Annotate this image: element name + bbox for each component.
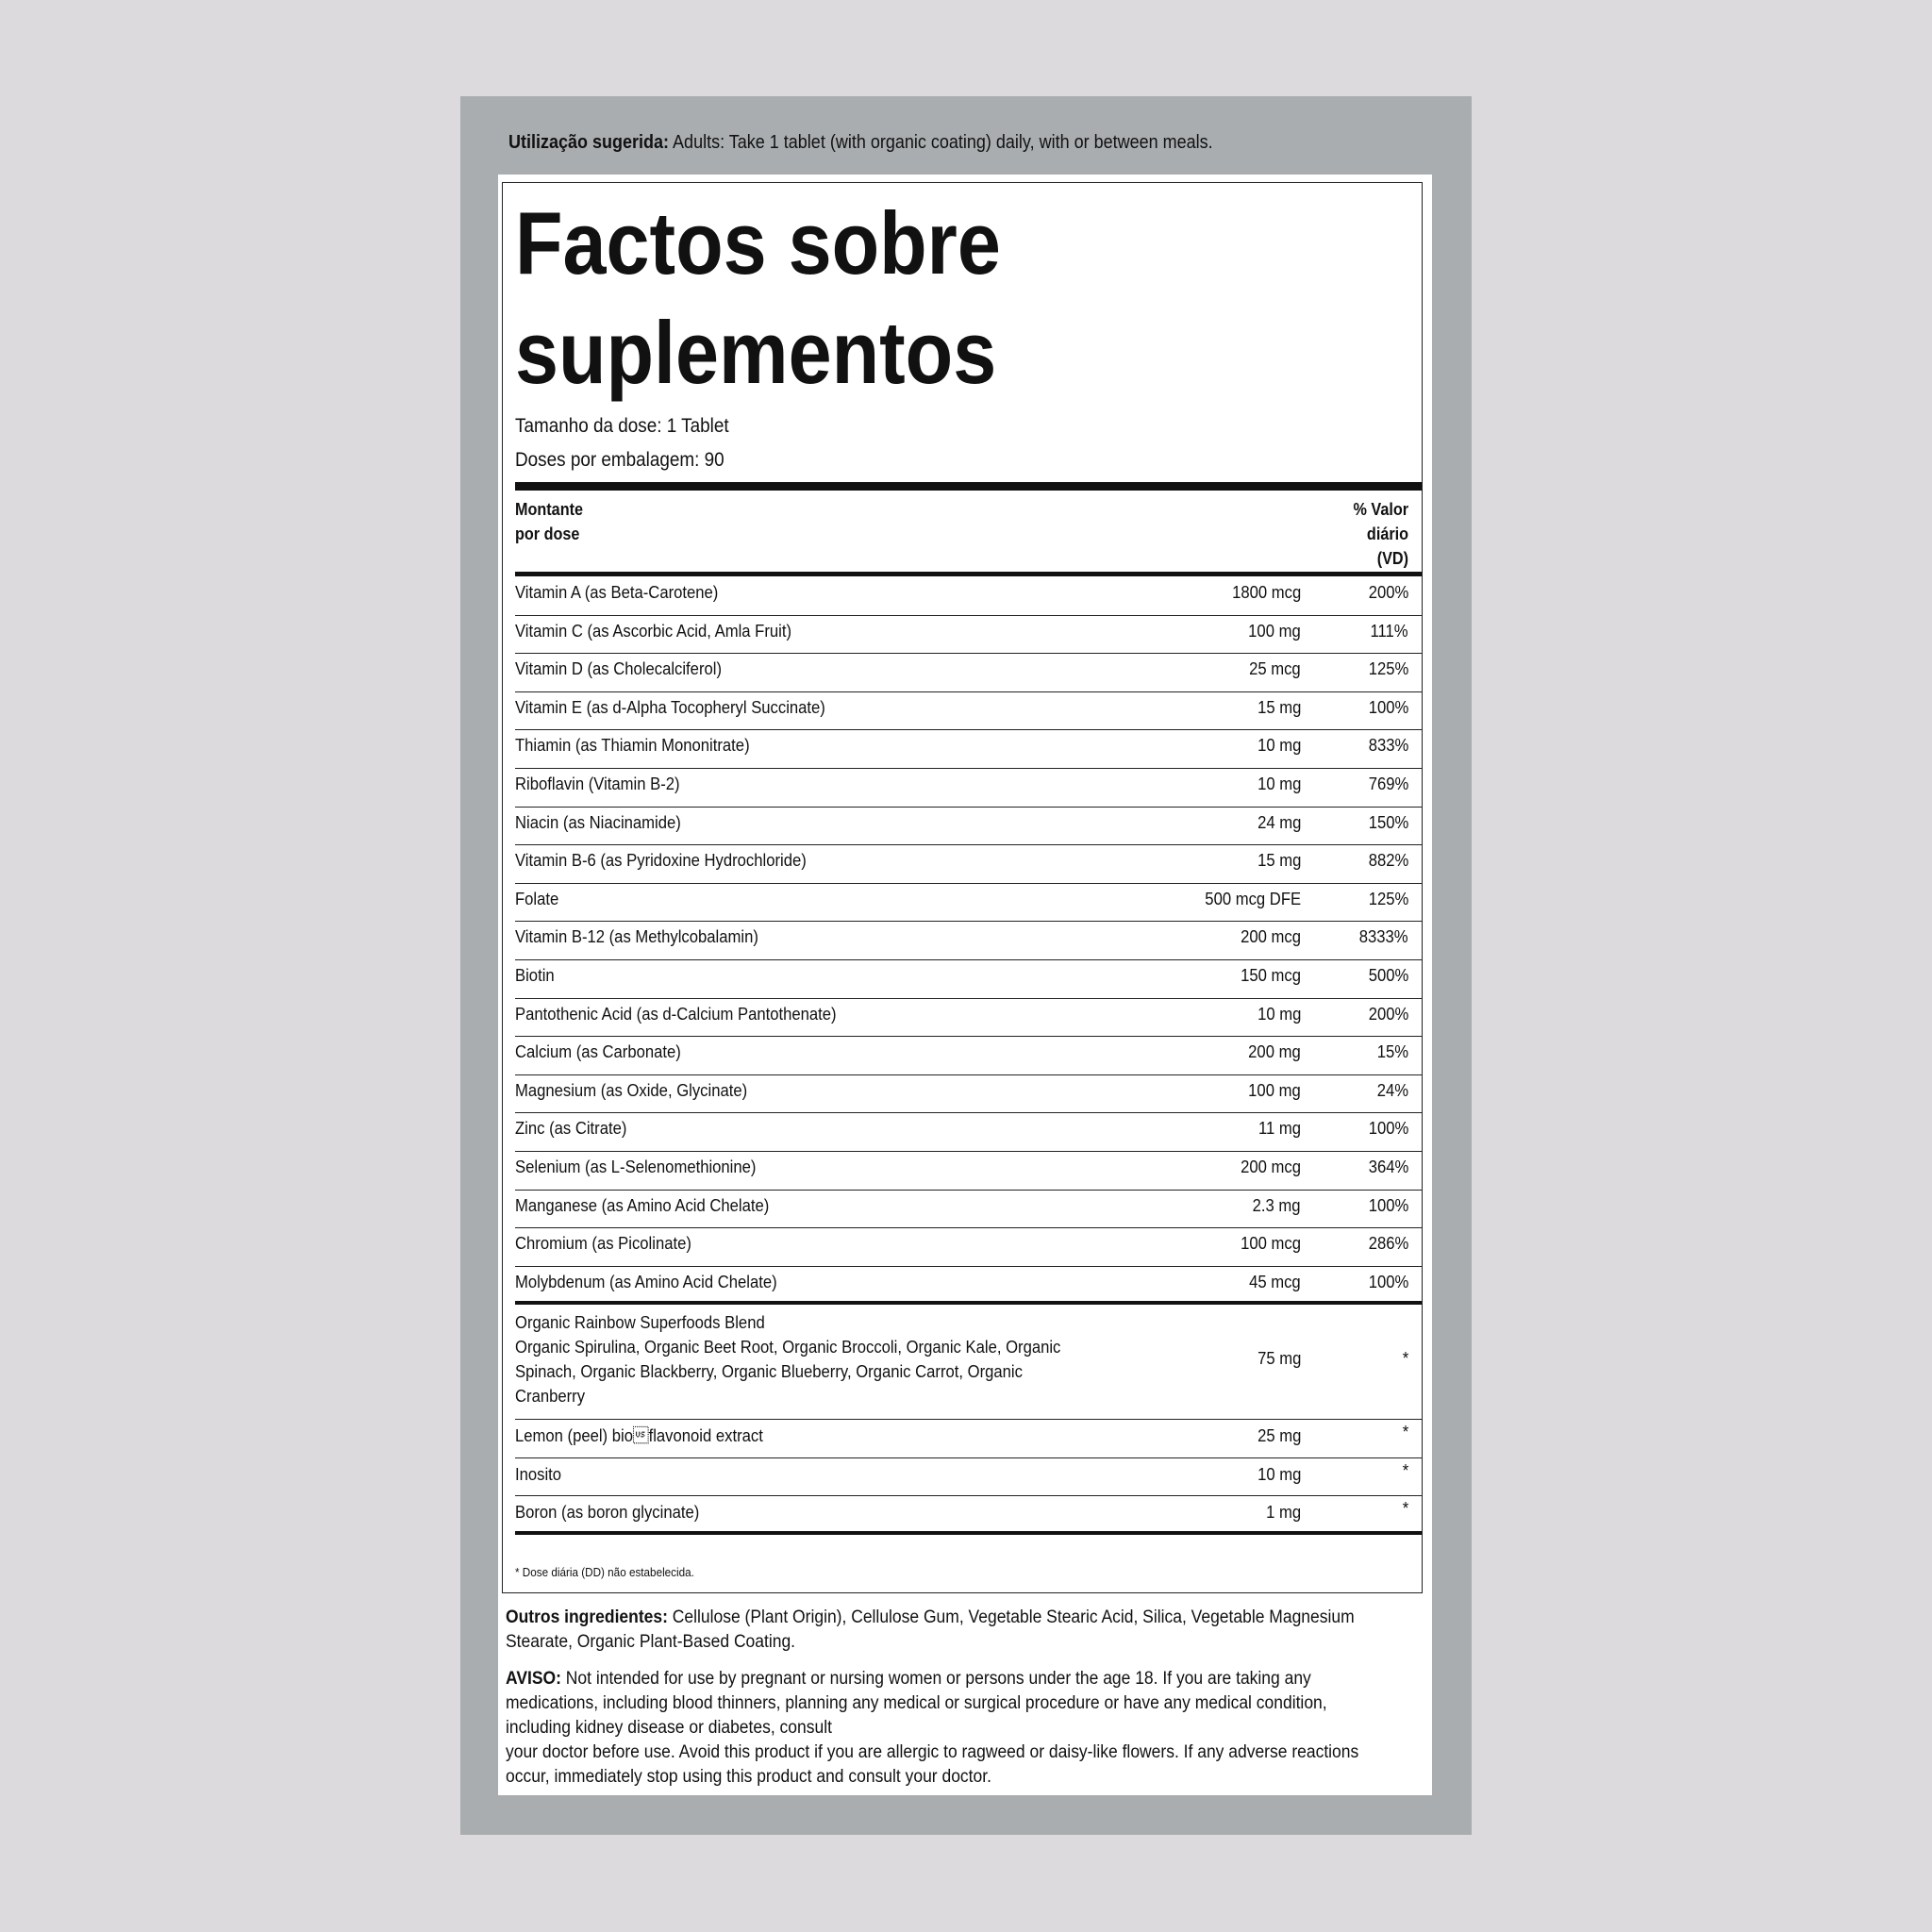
nutrient-amount: 150 mcg [1241, 964, 1301, 985]
nutrient-daily-value: 8333% [1359, 926, 1408, 947]
nutrient-daily-value: 500% [1368, 964, 1408, 985]
thick-rule-header [515, 572, 1422, 576]
other-ingredients [506, 1606, 1382, 1655]
nutrient-amount: 200 mg [1248, 1041, 1301, 1062]
nutrient-row [515, 1113, 1422, 1152]
nutrient-amount: 1800 mcg [1231, 582, 1301, 602]
suggested-use [508, 132, 1213, 154]
thick-rule-top [515, 482, 1422, 491]
nutrient-daily-value: 100% [1368, 696, 1408, 717]
nutrient-amount: 15 mg [1257, 696, 1301, 717]
nutrient-row [515, 1458, 1422, 1497]
nutrient-name: Chromium (as Picolinate) [515, 1233, 691, 1254]
nutrient-row [515, 1267, 1422, 1306]
blend-line2: Organic Spirulina, Organic Beet Root, Organic Broccoli, Organic Kale, Organic [515, 1337, 1061, 1357]
nutrient-amount: 45 mcg [1249, 1271, 1301, 1291]
nutrient-daily-value: * [1402, 1459, 1408, 1480]
nutrient-daily-value: 769% [1368, 773, 1408, 793]
nutrient-daily-value: 15% [1376, 1041, 1408, 1062]
nutrient-name: Magnesium (as Oxide, Glycinate) [515, 1079, 748, 1100]
nutrient-row [515, 692, 1422, 731]
nutrient-row [515, 616, 1422, 655]
nutrient-amount: 100 mcg [1241, 1233, 1301, 1254]
facts-title-line1: Factos sobre [515, 193, 1001, 292]
nutrient-amount: 25 mcg [1249, 658, 1301, 679]
nutrient-table [515, 577, 1422, 1535]
nutrient-name: Vitamin D (as Cholecalciferol) [515, 658, 722, 679]
serving-size: Tamanho da dose: 1 Tablet [515, 415, 729, 437]
nutrient-daily-value: 100% [1368, 1118, 1408, 1139]
nutrient-amount: 100 mg [1248, 620, 1301, 641]
nutrient-amount: 1 mg [1265, 1502, 1301, 1523]
nutrient-amount: 25 mg [1257, 1425, 1301, 1446]
nutrient-row [515, 577, 1422, 616]
warning-text-1: Not intended for use by pregnant or nursing women or persons under the age 18. If you are taking any medications, including blood thinners, planning any medical or surgical procedure or have any medical condition, including kidney disease or diabetes, consult [506, 1669, 1327, 1738]
nutrient-daily-value: 882% [1368, 850, 1408, 871]
blend-daily-value: * [1402, 1348, 1408, 1369]
blend-row [515, 1305, 1422, 1420]
facts-title-line2: suplementos [515, 303, 997, 402]
nutrient-amount: 100 mg [1248, 1079, 1301, 1100]
nutrient-row [515, 654, 1422, 692]
nutrient-name: Niacin (as Niacinamide) [515, 811, 681, 832]
suggested-use-label: Utilização sugerida: [508, 132, 670, 153]
nutrient-amount: 11 mg [1257, 1118, 1301, 1139]
nutrient-daily-value: 125% [1368, 888, 1408, 908]
nutrient-name: Vitamin A (as Beta-Carotene) [515, 582, 719, 602]
header-left-line1: Montante [515, 500, 583, 519]
label-panel [460, 96, 1472, 1835]
nutrient-name: Folate [515, 888, 559, 908]
nutrient-row [515, 1075, 1422, 1114]
nutrient-amount: 2.3 mg [1253, 1194, 1301, 1215]
suggested-use-text: Adults: Take 1 tablet (with organic coating) daily, with or between meals. [669, 132, 1213, 153]
nutrient-daily-value: 286% [1368, 1233, 1408, 1254]
nutrient-row [515, 884, 1422, 923]
amount-per-serving-header [515, 497, 583, 546]
warning-text-2: your doctor before use. Avoid this product if you are allergic to ragweed or daisy-like flowers. If any adverse reactions occur, immediately stop using this product and consult your doctor. [506, 1742, 1359, 1787]
nutrient-name: Biotin [515, 964, 555, 985]
nutrient-row [515, 845, 1422, 884]
supplement-facts-box [502, 182, 1423, 1593]
nutrient-amount: 200 mcg [1241, 926, 1301, 947]
nutrient-daily-value: 833% [1368, 735, 1408, 756]
blend-amount: 75 mg [1257, 1348, 1301, 1369]
nutrient-row [515, 1420, 1422, 1458]
nutrient-row [515, 1037, 1422, 1075]
nutrient-name: Vitamin B-6 (as Pyridoxine Hydrochloride) [515, 850, 807, 871]
nutrient-name: Inosito [515, 1463, 562, 1484]
servings-per-container: Doses por embalagem: 90 [515, 449, 724, 471]
nutrient-row [515, 1228, 1422, 1267]
nutrient-amount: 10 mg [1257, 735, 1301, 756]
nutrient-row [515, 1191, 1422, 1229]
nutrient-daily-value: 150% [1368, 811, 1408, 832]
nutrient-row [515, 730, 1422, 769]
other-ingredients-label: Outros ingredientes: [506, 1607, 668, 1627]
nutrient-daily-value: 100% [1368, 1271, 1408, 1291]
nutrient-daily-value: 364% [1368, 1156, 1408, 1176]
facts-title [515, 189, 1001, 408]
nutrient-name: Riboflavin (Vitamin B-2) [515, 773, 680, 793]
nutrient-amount: 10 mg [1257, 773, 1301, 793]
nutrient-row [515, 922, 1422, 960]
blend-line3: Spinach, Organic Blackberry, Organic Blueberry, Organic Carrot, Organic [515, 1361, 1023, 1382]
nutrient-name: Vitamin C (as Ascorbic Acid, Amla Fruit) [515, 620, 792, 641]
header-right-line2: diário [1366, 525, 1408, 543]
nutrient-amount: 200 mcg [1241, 1156, 1301, 1176]
nutrient-row [515, 808, 1422, 846]
header-right-line3: (VD) [1376, 549, 1408, 568]
nutrient-amount: 10 mg [1257, 1463, 1301, 1484]
nutrient-daily-value: * [1402, 1498, 1408, 1519]
nutrient-name: Lemon (peel) bio flavonoid extract [515, 1425, 763, 1446]
nutrient-row [515, 769, 1422, 808]
nutrient-name: Zinc (as Citrate) [515, 1118, 627, 1139]
daily-value-header [1353, 497, 1408, 571]
nutrient-row [515, 960, 1422, 999]
nutrient-name: Calcium (as Carbonate) [515, 1041, 681, 1062]
nutrient-name: Molybdenum (as Amino Acid Chelate) [515, 1271, 777, 1291]
footnote: * Dose diária (DD) não estabelecida. [515, 1565, 694, 1579]
nutrient-amount: 24 mg [1257, 811, 1301, 832]
nutrient-row [515, 1152, 1422, 1191]
nutrient-daily-value: 100% [1368, 1194, 1408, 1215]
blend-line4: Cranberry [515, 1386, 586, 1407]
nutrient-name: Boron (as boron glycinate) [515, 1502, 700, 1523]
label-card [498, 175, 1432, 1795]
header-right-line1: % Valor [1353, 500, 1408, 519]
warning-label: AVISO: [506, 1669, 561, 1689]
nutrient-daily-value: 200% [1368, 1003, 1408, 1024]
blend-line1: Organic Rainbow Superfoods Blend [515, 1312, 765, 1333]
warning [506, 1667, 1382, 1790]
nutrient-name: Manganese (as Amino Acid Chelate) [515, 1194, 770, 1215]
nutrient-amount: 15 mg [1257, 850, 1301, 871]
nutrient-daily-value: * [1402, 1422, 1408, 1442]
nutrient-name: Vitamin B-12 (as Methylcobalamin) [515, 926, 758, 947]
nutrient-daily-value: 24% [1376, 1079, 1408, 1100]
nutrient-amount: 10 mg [1257, 1003, 1301, 1024]
nutrient-daily-value: 111% [1370, 620, 1408, 641]
nutrient-daily-value: 125% [1368, 658, 1408, 679]
nutrient-row [515, 1496, 1422, 1535]
nutrient-name: Pantothenic Acid (as d-Calcium Pantothenate) [515, 1003, 837, 1024]
nutrient-daily-value: 200% [1368, 582, 1408, 602]
nutrient-name: Thiamin (as Thiamin Mononitrate) [515, 735, 750, 756]
nutrient-name: Vitamin E (as d-Alpha Tocopheryl Succinate) [515, 696, 825, 717]
nutrient-amount: 500 mcg DFE [1205, 888, 1301, 908]
nutrient-row [515, 999, 1422, 1038]
nutrient-name: Selenium (as L-Selenomethionine) [515, 1156, 757, 1176]
other-ingredients-text: Cellulose (Plant Origin), Cellulose Gum, Vegetable Stearic Acid, Silica, Vegetable Magnesium Stearate, Organic Plant-Based Coating. [506, 1607, 1355, 1652]
header-left-line2: por dose [515, 525, 580, 543]
